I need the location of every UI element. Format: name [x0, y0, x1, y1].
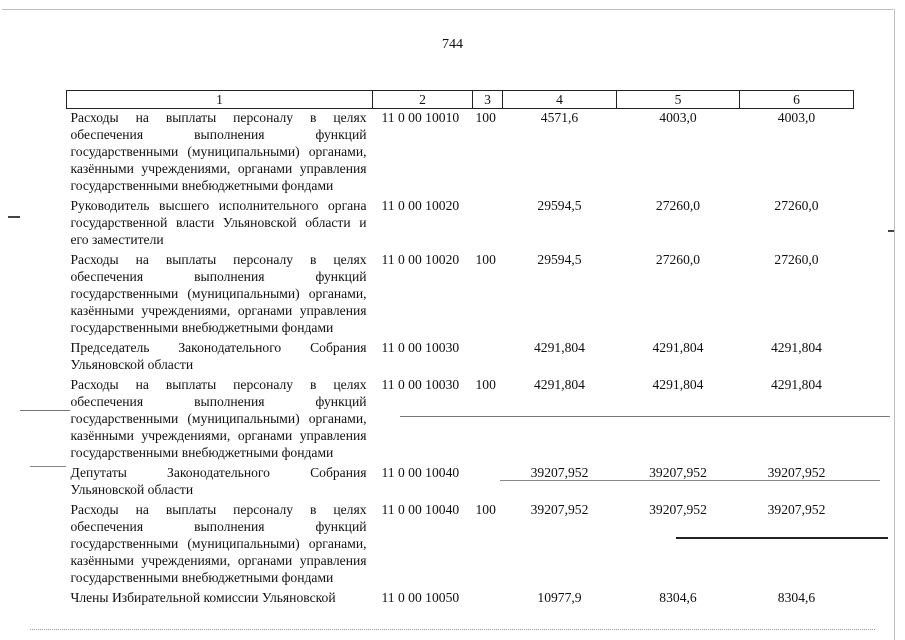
row-name: Расходы на выплаты персоналу в целях обеспечения выполнения функций государственными (муниципальными) органами, казёнными учреждениями, органами управления государственными внебюджетными фондами	[70, 377, 367, 460]
scan-mark-right-1	[888, 230, 894, 232]
scan-edge-top	[2, 9, 893, 10]
header-col-5: 5	[617, 91, 740, 109]
row-vr: 100	[475, 110, 496, 125]
row-value-col5: 4003,0	[659, 110, 697, 125]
row-value-col6: 8304,6	[777, 590, 816, 605]
row-code: 11 0 00 10020	[381, 252, 460, 267]
table-row	[67, 197, 854, 251]
row-vr	[473, 197, 503, 251]
scan-edge-right	[894, 9, 895, 640]
scan-streak-1	[20, 410, 70, 411]
row-value-col5: 39207,952	[649, 465, 707, 480]
row-value-col5: 8304,6	[659, 590, 697, 605]
row-value-col5: 4291,804	[652, 377, 704, 392]
row-value-col4: 4571,6	[540, 110, 579, 125]
row-vr	[473, 589, 503, 606]
table-row	[67, 589, 854, 606]
table-row	[67, 464, 854, 501]
row-name: Расходы на выплаты персоналу в целях обеспечения выполнения функций государственными (муниципальными) органами, казёнными учреждениями, органами управления государственными внебюджетными фондами	[70, 110, 367, 193]
row-vr	[473, 464, 503, 501]
row-code: 11 0 00 10030	[381, 340, 460, 355]
table-row	[67, 109, 854, 198]
table-row	[67, 339, 854, 376]
row-code: 11 0 00 10030	[381, 377, 460, 392]
table-header-row	[67, 91, 854, 109]
row-code: 11 0 00 10020	[381, 198, 460, 213]
scan-streak-5	[676, 537, 888, 539]
page-number: 744	[442, 37, 463, 52]
row-name: Председатель Законодательного Собрания Ульяновской области	[70, 340, 367, 372]
row-value-col6: 27260,0	[774, 198, 819, 213]
row-value-col5: 39207,952	[649, 502, 707, 517]
row-value-col4: 39207,952	[530, 502, 589, 517]
header-col-6: 6	[740, 91, 854, 109]
row-vr: 100	[475, 502, 496, 517]
row-value-col5: 27260,0	[655, 198, 701, 213]
row-value-col6: 39207,952	[767, 465, 826, 480]
table-row	[67, 251, 854, 339]
row-vr: 100	[475, 252, 496, 267]
row-vr: 100	[475, 377, 496, 392]
scan-streak-2	[400, 416, 890, 417]
scan-dotted-trail	[30, 629, 875, 630]
row-name: Руководитель высшего исполнительного органа государственной власти Ульяновской области и его заместители	[70, 198, 367, 247]
row-value-col5: 27260,0	[655, 252, 701, 267]
row-value-col6: 4291,804	[771, 340, 822, 355]
row-code: 11 0 00 10040	[381, 502, 460, 517]
budget-table	[66, 90, 854, 606]
row-value-col4: 29594,5	[537, 198, 582, 213]
header-col-4: 4	[503, 91, 617, 109]
row-value-col4: 39207,952	[530, 465, 589, 480]
row-name: Расходы на выплаты персоналу в целях обеспечения выполнения функций государственными (муниципальными) органами, казёнными учреждениями, органами управления государственными внебюджетными фондами	[70, 252, 367, 335]
row-name: Расходы на выплаты персоналу в целях обеспечения выполнения функций государственными (муниципальными) органами, казёнными учреждениями, органами управления государственными внебюджетными фондами	[70, 502, 367, 585]
row-value-col6: 4003,0	[777, 110, 816, 125]
scan-mark-left-1	[8, 216, 20, 218]
row-value-col5: 4291,804	[652, 340, 704, 355]
row-code: 11 0 00 10050	[381, 590, 460, 605]
row-value-col4: 4291,804	[534, 377, 585, 392]
row-value-col4: 4291,804	[534, 340, 585, 355]
row-value-col6: 27260,0	[774, 252, 819, 267]
row-value-col6: 4291,804	[771, 377, 822, 392]
header-col-3: 3	[473, 91, 503, 109]
header-col-2: 2	[373, 91, 473, 109]
scan-streak-4	[500, 480, 880, 481]
row-value-col4: 29594,5	[537, 252, 582, 267]
header-col-1: 1	[67, 91, 373, 109]
row-value-col4: 10977,9	[537, 590, 582, 605]
table-row	[67, 376, 854, 464]
row-code: 11 0 00 10040	[381, 465, 460, 480]
row-vr	[473, 339, 503, 376]
row-value-col6: 39207,952	[767, 502, 826, 517]
row-name: Члены Избирательной комиссии Ульяновской	[70, 590, 336, 605]
row-code: 11 0 00 10010	[381, 110, 460, 125]
scan-streak-3	[30, 466, 66, 467]
table-row	[67, 501, 854, 589]
row-name: Депутаты Законодательного Собрания Ульяновской области	[70, 465, 367, 497]
